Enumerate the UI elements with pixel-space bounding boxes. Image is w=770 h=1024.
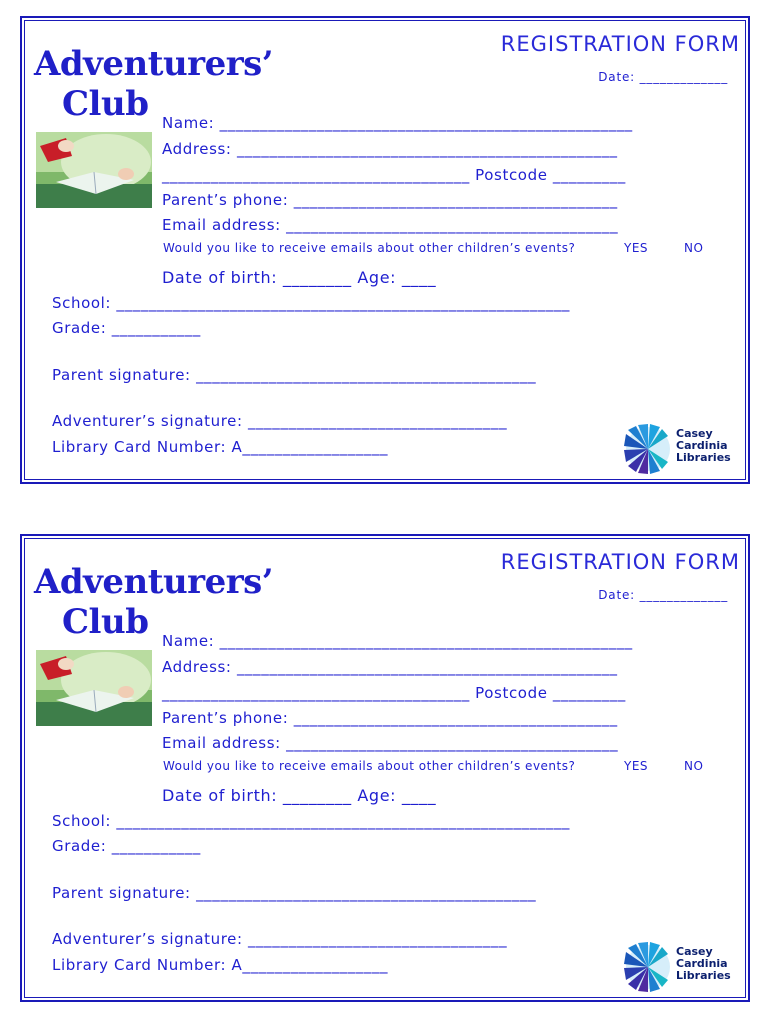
email-question: Would you like to receive emails about other children’s events?: [163, 759, 576, 773]
logo-line2: Cardinia: [676, 439, 728, 452]
club-title-line2: Club: [62, 84, 149, 124]
email-yes-option[interactable]: YES: [624, 241, 649, 255]
casey-cardinia-libraries-logo: [624, 424, 734, 474]
address-field[interactable]: Address: _______________________________________________: [162, 658, 618, 676]
dob-age-field[interactable]: Date of birth: ________ Age: ____: [162, 786, 437, 805]
library-logo-icon: [624, 424, 672, 474]
email-question: Would you like to receive emails about other children’s events?: [163, 241, 576, 255]
library-card-field[interactable]: Library Card Number: A__________________: [52, 438, 389, 456]
club-title: [34, 562, 273, 642]
postcode-field[interactable]: ______________________________________ Postcode _________: [162, 166, 626, 184]
email-no-option[interactable]: NO: [684, 241, 704, 255]
parent-phone-field[interactable]: Parent’s phone: ________________________________________: [162, 191, 618, 209]
name-field[interactable]: Name: ___________________________________________________: [162, 114, 633, 132]
logo-line3: Libraries: [676, 969, 731, 982]
grade-field[interactable]: Grade: ___________: [52, 837, 201, 855]
postcode-field[interactable]: ______________________________________ Postcode _________: [162, 684, 626, 702]
name-field[interactable]: Name: ___________________________________________________: [162, 632, 633, 650]
club-title-line1: Adventurers’: [34, 562, 274, 602]
logo-line1: Casey: [676, 945, 713, 958]
registration-form-card: [20, 16, 750, 484]
club-title-line2: Club: [62, 602, 149, 642]
email-yes-option[interactable]: YES: [624, 759, 649, 773]
logo-line2: Cardinia: [676, 957, 728, 970]
library-card-field[interactable]: Library Card Number: A__________________: [52, 956, 389, 974]
registration-title: REGISTRATION FORM: [500, 550, 740, 574]
email-field[interactable]: Email address: _________________________________________: [162, 216, 619, 234]
logo-line3: Libraries: [676, 451, 731, 464]
library-logo-icon: [624, 942, 672, 992]
school-field[interactable]: School: ________________________________________________________: [52, 294, 571, 312]
casey-cardinia-libraries-logo: [624, 942, 734, 992]
club-title-line1: Adventurers’: [34, 44, 274, 84]
grade-field[interactable]: Grade: ___________: [52, 319, 201, 337]
registration-form-card: [20, 534, 750, 1002]
date-field[interactable]: Date: _____________: [598, 588, 728, 602]
child-reading-photo: [36, 650, 152, 726]
adventurer-signature-field[interactable]: Adventurer’s signature: ________________________________: [52, 412, 508, 430]
registration-title: REGISTRATION FORM: [500, 32, 740, 56]
logo-line1: Casey: [676, 427, 713, 440]
child-reading-photo: [36, 132, 152, 208]
parent-phone-field[interactable]: Parent’s phone: ________________________________________: [162, 709, 618, 727]
logo-text: [676, 428, 731, 464]
school-field[interactable]: School: ________________________________________________________: [52, 812, 571, 830]
club-title: [34, 44, 273, 124]
logo-text: [676, 946, 731, 982]
email-no-option[interactable]: NO: [684, 759, 704, 773]
parent-signature-field[interactable]: Parent signature: __________________________________________: [52, 366, 537, 384]
adventurer-signature-field[interactable]: Adventurer’s signature: ________________________________: [52, 930, 508, 948]
email-field[interactable]: Email address: _________________________________________: [162, 734, 619, 752]
dob-age-field[interactable]: Date of birth: ________ Age: ____: [162, 268, 437, 287]
date-field[interactable]: Date: _____________: [598, 70, 728, 84]
parent-signature-field[interactable]: Parent signature: __________________________________________: [52, 884, 537, 902]
address-field[interactable]: Address: _______________________________________________: [162, 140, 618, 158]
